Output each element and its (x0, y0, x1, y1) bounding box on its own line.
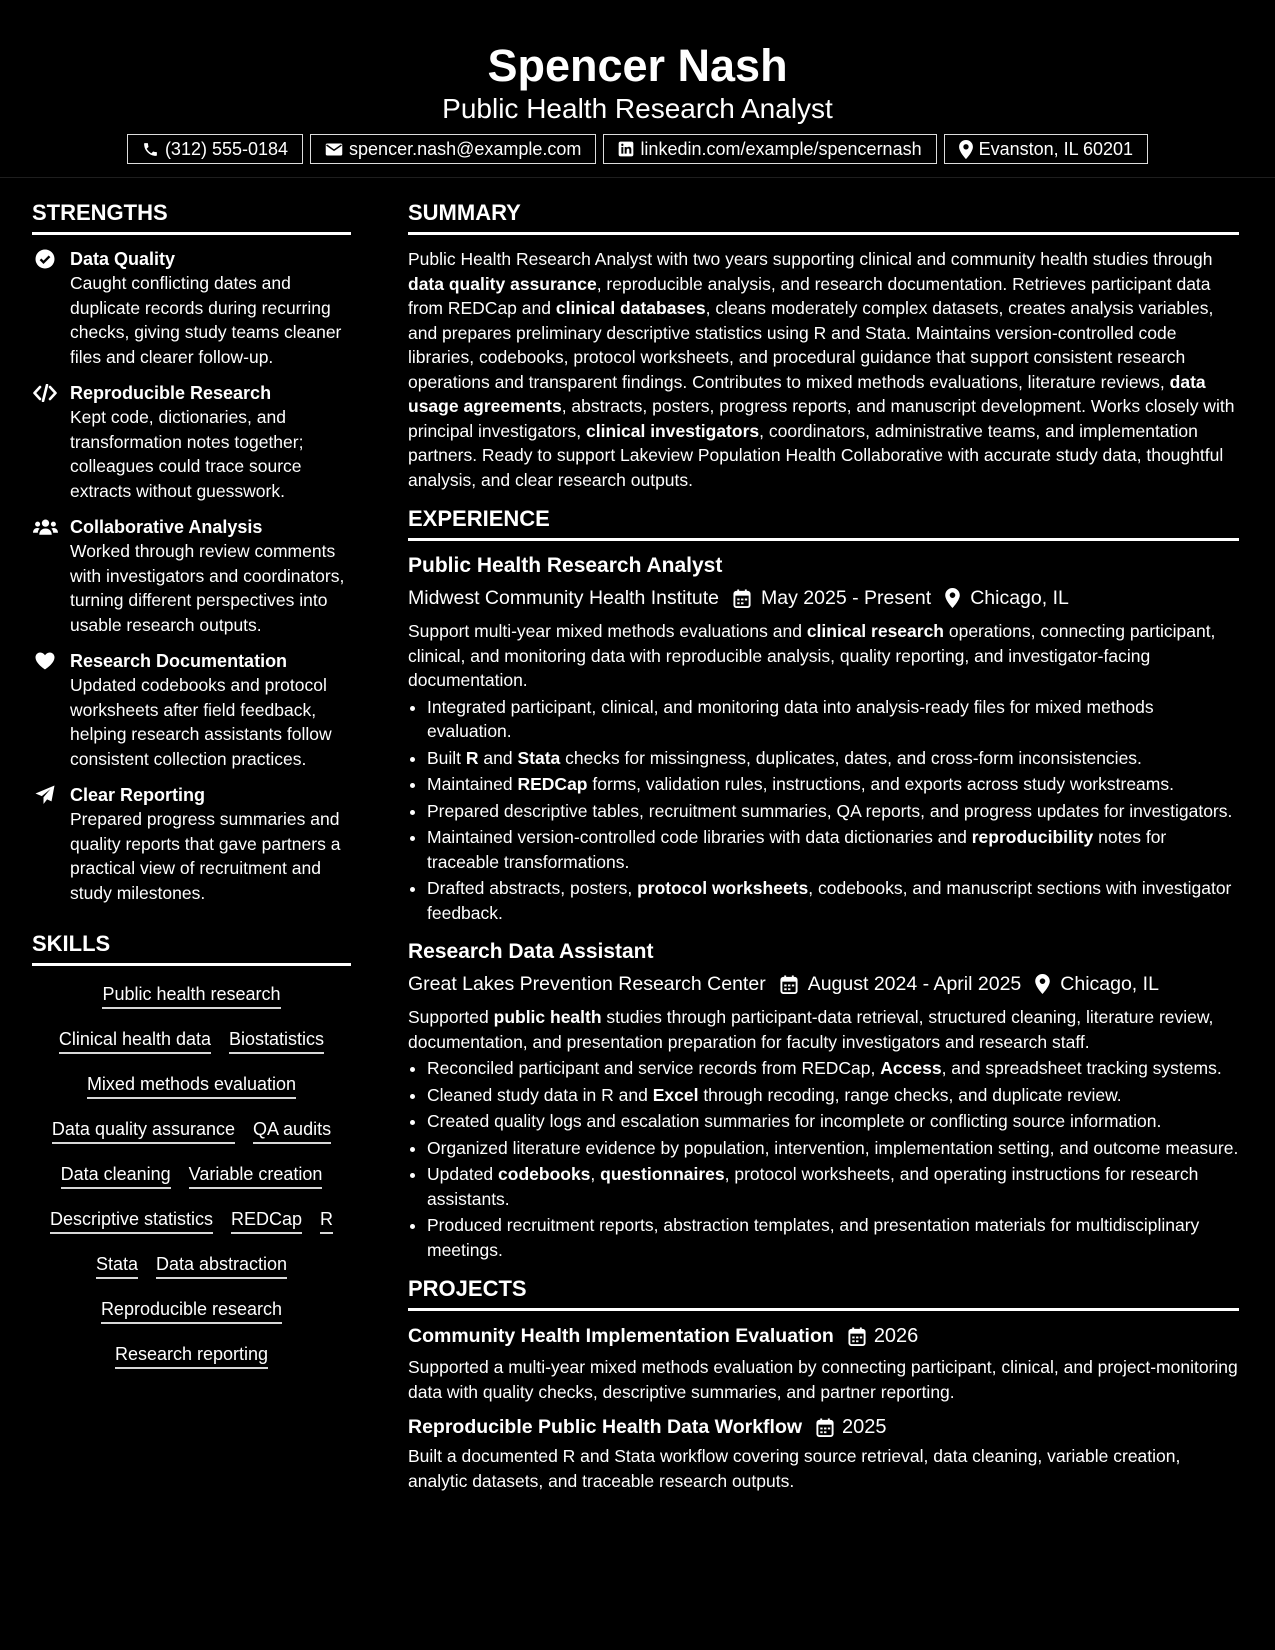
left-column (32, 200, 351, 1383)
strength-item (32, 783, 351, 905)
strength-desc: Worked through review comments with investigators and coordinators, turning different perspectives into usable research outputs. (70, 541, 345, 635)
calendar-icon (848, 1327, 866, 1346)
contact-linkedin-text: linkedin.com/example/spencernash (640, 138, 922, 159)
skill-tag: Stata (96, 1251, 138, 1279)
skills-heading: SKILLS (32, 931, 351, 966)
project-title: Reproducible Public Health Data Workflow (408, 1416, 803, 1438)
job-bullet: • Prepared descriptive tables, recruitment summaries, QA reports, and progress updates for investigators. (427, 799, 1239, 824)
project-title-row (408, 1323, 1239, 1349)
projects-section (408, 1276, 1239, 1493)
heart-icon (32, 649, 58, 673)
strength-title: Collaborative Analysis (70, 517, 263, 537)
linkedin-icon (618, 141, 634, 157)
skill-row (32, 1113, 351, 1158)
job-bullet: • Created quality logs and escalation summaries for incomplete or conflicting source information. (427, 1109, 1239, 1134)
job-bullet: • Cleaned study data in R and Excel through recoding, range checks, and duplicate review. (427, 1083, 1239, 1108)
projects-heading: PROJECTS (408, 1276, 1239, 1311)
skill-row (32, 1293, 351, 1338)
calendar-icon (733, 589, 751, 608)
paper-plane-icon (32, 783, 58, 807)
skill-row (32, 1023, 351, 1068)
job-bullet: • Reconciled participant and service records from REDCap, Access, and spreadsheet tracking systems. (427, 1056, 1239, 1081)
skill-tag: Data abstraction (156, 1251, 287, 1279)
job-intro: Support multi-year mixed methods evaluations and clinical research operations, connecting participant, clinical, and monitoring data with reproducible analysis, quality reporting, and investigator-facing documentation. (408, 621, 1216, 690)
skill-tag: Data quality assurance (52, 1116, 235, 1144)
check-circle-icon (32, 247, 58, 271)
envelope-icon (325, 142, 343, 157)
skill-tag: Public health research (102, 981, 280, 1009)
job-entry (408, 553, 1239, 925)
resume-header (0, 0, 1275, 178)
skill-tag: Descriptive statistics (50, 1206, 213, 1234)
experience-section (408, 506, 1239, 1262)
project-year: 2025 (842, 1416, 887, 1438)
skill-tag: REDCap (231, 1206, 302, 1234)
skill-tag: Mixed methods evaluation (87, 1071, 296, 1099)
map-pin-icon (1035, 974, 1050, 994)
skill-row (32, 1068, 351, 1113)
skill-row (32, 1338, 351, 1383)
job-dates: August 2024 - April 2025 (807, 973, 1022, 995)
contact-phone-text: (312) 555-0184 (164, 138, 289, 159)
skill-tag: Variable creation (189, 1161, 323, 1189)
job-entry (408, 939, 1239, 1262)
calendar-icon (780, 975, 798, 994)
strength-desc: Updated codebooks and protocol worksheets after field feedback, helping research assistants follow consistent collection practices. (70, 675, 332, 769)
skill-row (32, 978, 351, 1023)
job-org: Great Lakes Prevention Research Center (408, 973, 766, 995)
job-dates: May 2025 - Present (761, 587, 932, 609)
skill-tag: R (320, 1206, 333, 1234)
skill-tag: QA audits (253, 1116, 331, 1144)
summary-heading: SUMMARY (408, 200, 1239, 235)
job-intro: Supported public health studies through participant-data retrieval, structured cleaning, literature review, documentation, and presentation preparation for faculty investigators and research staff. (408, 1007, 1214, 1052)
candidate-title: Public Health Research Analyst (442, 93, 833, 124)
code-icon (32, 381, 58, 405)
job-bullets (408, 1056, 1239, 1262)
contact-email-text: spencer.nash@example.com (349, 138, 582, 159)
strength-item (32, 649, 351, 771)
job-bullet: • Maintained version-controlled code libraries with data dictionaries and reproducibility notes for traceable transformations. (427, 825, 1239, 874)
job-title: Public Health Research Analyst (408, 554, 723, 577)
strength-desc: Caught conflicting dates and duplicate records during recurring checks, giving study teams cleaner files and clearer follow-up. (70, 273, 342, 367)
job-bullet: • Updated codebooks, questionnaires, protocol worksheets, and operating instructions for research assistants. (427, 1162, 1239, 1211)
strength-desc: Kept code, dictionaries, and transformation notes together; colleagues could trace source extracts without guesswork. (70, 407, 304, 501)
strength-item (32, 381, 351, 503)
contact-location-text: Evanston, IL 60201 (978, 138, 1134, 159)
strength-item (32, 247, 351, 369)
calendar-icon (816, 1418, 834, 1437)
contact-location (944, 134, 1148, 164)
job-bullet: • Drafted abstracts, posters, protocol worksheets, codebooks, and manuscript sections with investigator feedback. (427, 876, 1239, 925)
contact-bar (0, 134, 1275, 164)
job-meta (408, 971, 1239, 997)
right-column (408, 200, 1239, 1507)
skill-tag: Biostatistics (229, 1026, 324, 1054)
job-location: Chicago, IL (1060, 973, 1159, 995)
strength-title: Data Quality (70, 249, 176, 269)
job-bullet: • Produced recruitment reports, abstraction templates, and presentation materials for multidisciplinary meetings. (427, 1213, 1239, 1262)
project-desc: Built a documented R and Stata workflow covering source retrieval, data cleaning, variable creation, analytic datasets, and traceable research outputs. (408, 1446, 1181, 1491)
project-desc: Supported a multi-year mixed methods evaluation by connecting participant, clinical, and project-monitoring data with quality checks, descriptive summaries, and partner reporting. (408, 1357, 1238, 1402)
skill-tag: Reproducible research (101, 1296, 282, 1324)
skill-row (32, 1203, 351, 1248)
strength-desc: Prepared progress summaries and quality reports that gave partners a practical view of recruitment and study milestones. (70, 809, 341, 903)
project-entry (408, 1323, 1239, 1404)
contact-linkedin[interactable] (603, 134, 936, 164)
job-title: Research Data Assistant (408, 940, 654, 963)
skills-section (32, 931, 351, 1383)
skill-tag: Data cleaning (61, 1161, 171, 1189)
project-year: 2026 (873, 1325, 919, 1347)
strength-item (32, 515, 351, 637)
project-title-row (408, 1414, 1239, 1440)
candidate-name: Spencer Nash (487, 40, 788, 91)
map-pin-icon (959, 140, 973, 159)
strength-title: Research Documentation (70, 651, 288, 671)
job-bullets (408, 695, 1239, 926)
job-bullet: • Integrated participant, clinical, and monitoring data into analysis-ready files for mixed methods evaluation. (427, 695, 1239, 744)
job-location: Chicago, IL (970, 587, 1069, 609)
project-entry (408, 1414, 1239, 1493)
contact-email[interactable] (310, 134, 596, 164)
skill-row (32, 1248, 351, 1293)
phone-icon (142, 141, 159, 158)
job-meta (408, 585, 1239, 611)
job-bullet: • Built R and Stata checks for missingness, duplicates, dates, and cross-form inconsistencies. (427, 746, 1239, 771)
contact-phone[interactable] (127, 134, 303, 164)
map-pin-icon (945, 588, 960, 608)
project-title: Community Health Implementation Evaluation (408, 1325, 834, 1347)
skill-tag: Research reporting (115, 1341, 268, 1369)
summary-text: Public Health Research Analyst with two years supporting clinical and community health studies through data quality assurance, reproducible analysis, and research documentation. Retrieves participant data from REDCap and clinical databases, cleans moderately complex datasets, creates analysis variables, and prepares preliminary descriptive statistics using R and Stata. Maintains version-controlled code libraries, codebooks, protocol worksheets, and procedural guidance that support consistent research operations and transparent findings. Contributes to mixed methods evaluations, literature reviews, data usage agreements, abstracts, posters, progress reports, and manuscript development. Works closely with principal investigators, clinical investigators, coordinators, administrative teams, and implementation partners. Ready to support Lakeview Population Health Collaborative with accurate study data, thoughtful analysis, and clear research outputs. (408, 249, 1235, 490)
strength-title: Clear Reporting (70, 785, 206, 805)
job-bullet: • Maintained REDCap forms, validation rules, instructions, and exports across study workstreams. (427, 772, 1239, 797)
job-bullet: • Organized literature evidence by population, intervention, implementation setting, and outcome measure. (427, 1136, 1239, 1161)
job-org: Midwest Community Health Institute (408, 587, 720, 609)
skill-row (32, 1158, 351, 1203)
users-icon (32, 515, 58, 539)
summary-section (408, 200, 1239, 492)
experience-heading: EXPERIENCE (408, 506, 1239, 541)
strength-title: Reproducible Research (70, 383, 272, 403)
strengths-heading: STRENGTHS (32, 200, 351, 235)
skill-tag: Clinical health data (59, 1026, 211, 1054)
